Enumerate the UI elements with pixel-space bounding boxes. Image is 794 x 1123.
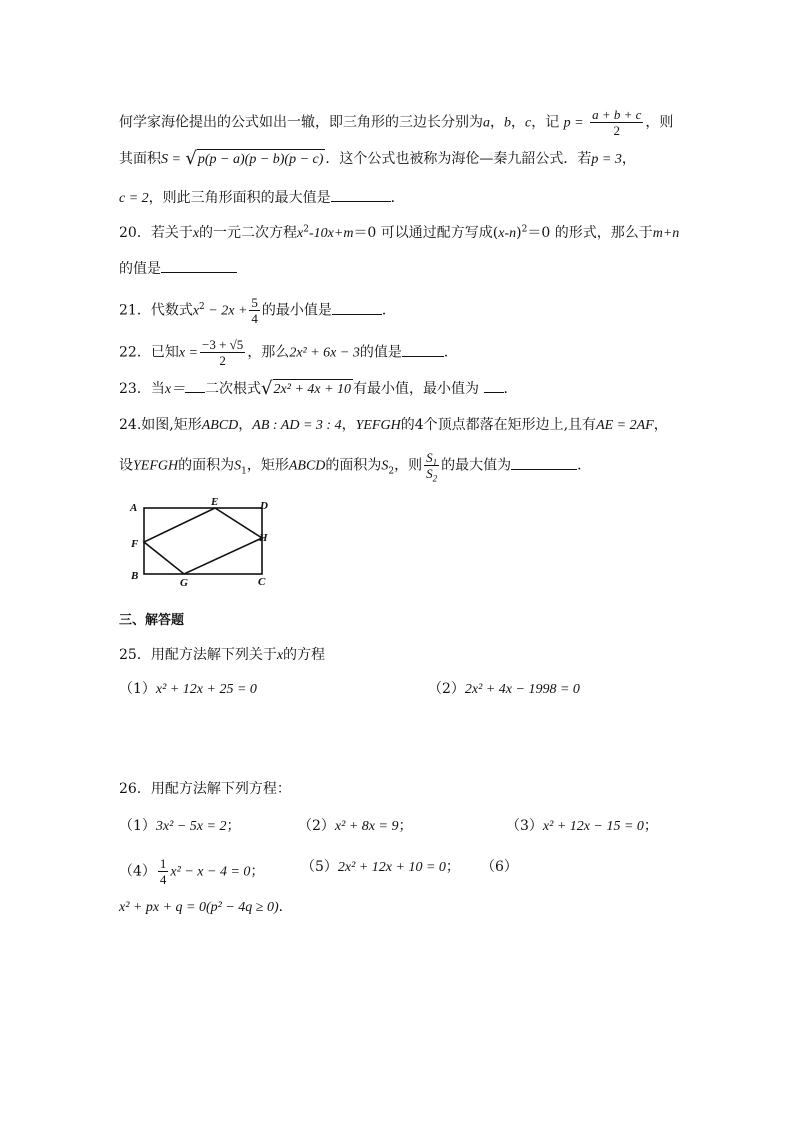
superscript: 2 [199, 301, 205, 312]
equation: x² + 12x + 25 = 0 [155, 682, 257, 697]
semicolon: ； [250, 863, 265, 880]
label-e: E [211, 496, 219, 508]
q21-text: 21．代数式 [119, 302, 193, 319]
q19-line2 [119, 149, 636, 170]
comma: ， [341, 417, 356, 433]
q22-text: ，那么 [247, 344, 290, 361]
label-g: G [180, 577, 188, 589]
expr-rest: − 2x + [204, 303, 248, 319]
fraction-1-4 [158, 857, 169, 886]
q25-part2 [428, 679, 580, 700]
eq-rest: -10x+m [309, 226, 354, 241]
q23-text: 二次根式 [205, 381, 262, 397]
q22-text: 22．已知 [119, 344, 179, 361]
expr-x: x [192, 303, 200, 319]
sqrt-body: p(p − a)(p − b)(p − c) [197, 149, 326, 169]
comma: ， [511, 114, 525, 131]
q22-line [119, 338, 458, 367]
q23-text: 23．当 [119, 381, 165, 397]
s1: S [234, 458, 242, 474]
sqrt-expression [185, 149, 325, 169]
semicolon: ； [643, 818, 658, 834]
q25-title [119, 645, 325, 666]
sqrt-body: 2x² + 4x + 10 [273, 379, 354, 399]
fraction-denominator: 4 [251, 311, 258, 326]
q24-text: 的最大值为 [441, 457, 512, 474]
part-label: （5） [301, 859, 338, 875]
q19-line1 [119, 108, 673, 137]
s2: S [381, 458, 389, 474]
q24-line2 [119, 450, 592, 484]
equation: 3x² − 5x = 2 [155, 819, 227, 834]
part-label: （3） [506, 818, 543, 834]
superscript: 2 [521, 224, 528, 235]
var-x: x [276, 648, 284, 663]
q24-text: 的4个顶点都落在矩形边上,且有 [400, 417, 597, 433]
parallelogram-efgh: YEFGH [355, 418, 401, 433]
q24-text: 24.如图,矩形 [119, 417, 202, 433]
fraction-numerator: 5 [251, 295, 258, 310]
part-label: （1） [119, 818, 156, 834]
q19-line3 [119, 187, 405, 209]
semicolon: ； [398, 818, 413, 834]
rectangle-figure [127, 495, 277, 590]
rectangle-abcd [144, 508, 262, 574]
p-fraction [590, 108, 643, 137]
q19-text: ．这个公式也被称为海伦—秦九韶公式．若 [325, 151, 592, 167]
s1: S [426, 450, 433, 465]
period: ． [278, 899, 293, 915]
var-b: b [504, 115, 511, 131]
part-label: （2） [298, 818, 335, 834]
answer-blank[interactable] [332, 300, 382, 315]
q19-text: ，则此三角形面积的最大值是 [148, 190, 331, 206]
q26-part3 [506, 816, 658, 837]
radical-sign: √ [185, 148, 197, 169]
label-h: H [259, 532, 268, 544]
subscript: 2 [388, 466, 395, 477]
label-a: A [130, 502, 138, 514]
equation: 2x² + 4x − 1998 = 0 [464, 682, 580, 697]
q26-part1 [119, 816, 240, 837]
x-equals: x = [178, 345, 198, 361]
q20-text: 20．若关于 [119, 225, 193, 241]
equation: 2x² + 12x + 10 = 0 [337, 860, 446, 875]
subscript: 2 [432, 473, 438, 484]
q24-text: ，则 [394, 457, 423, 474]
label-b: B [131, 570, 139, 582]
comma: ， [490, 114, 504, 131]
fraction-numerator [424, 451, 439, 466]
section-heading: 三、解答题 [119, 613, 185, 628]
q26-part6 [119, 897, 293, 918]
c-value: c = 2 [119, 191, 149, 206]
paren: ) [516, 225, 522, 241]
equation: x² − x − 4 = 0 [170, 864, 251, 880]
subscript: 1 [432, 457, 438, 468]
fraction-denominator [424, 466, 439, 484]
x-equals: x＝ [164, 382, 186, 397]
radical-sign: √ [261, 378, 273, 399]
q19-text: ，则 [645, 114, 674, 131]
semicolon: ； [226, 818, 241, 834]
comma: ， [621, 151, 636, 167]
equation: x² + 8x = 9 [334, 819, 399, 834]
part-label: （4） [119, 863, 156, 880]
q20-text: 的一元二次方程 [199, 225, 298, 241]
q19-text: ，记 [531, 114, 560, 131]
subscript: 1 [241, 466, 247, 477]
q25-text: 25．用配方法解下列关于 [119, 647, 277, 663]
answer-blank[interactable] [185, 378, 205, 393]
q26-title: 26．用配方法解下列方程： [119, 781, 291, 797]
answer-blank[interactable] [331, 187, 391, 202]
x-fraction [200, 338, 245, 367]
semicolon: ； [445, 859, 460, 875]
part-label: （2） [428, 681, 465, 697]
parallelogram-efgh-shape [144, 508, 262, 574]
part-label: （1） [119, 681, 156, 697]
p-value: p = 3 [591, 152, 622, 167]
comma: ， [653, 417, 668, 433]
var-x-n: x-n [498, 226, 517, 241]
fraction-5-4 [249, 296, 260, 325]
s1-over-s2 [424, 450, 439, 484]
var-c: c [525, 115, 532, 131]
q26-part2 [298, 816, 412, 837]
q24-text: 的面积为 [178, 457, 235, 474]
q20-line1 [119, 223, 679, 244]
equation: x² + px + q = 0(p² − 4q ≥ 0) [119, 900, 279, 915]
area-formula: S = [161, 152, 181, 167]
s2: S [426, 466, 433, 481]
q23-text: 有最小值，最小值为 [353, 381, 480, 397]
q25-text: 的方程 [283, 647, 326, 663]
period: ． [390, 190, 405, 206]
equation: x² + 12x − 15 = 0 [542, 819, 644, 834]
eq-x: x [297, 226, 304, 241]
period: ． [381, 302, 396, 319]
label-f: F [131, 538, 139, 550]
q25-part1 [119, 679, 257, 700]
q26-part5 [301, 857, 460, 878]
period: ． [503, 381, 518, 397]
answer-blank[interactable] [402, 342, 444, 357]
q24-text: 的面积为 [325, 457, 382, 474]
q19-text: 其面积 [119, 151, 161, 167]
fraction-denominator: 2 [613, 123, 620, 138]
expression: 2x² + 6x − 3 [289, 345, 360, 361]
q23-line [119, 378, 518, 400]
p-definition: p = [563, 115, 584, 131]
parallelogram-efgh: YEFGH [133, 458, 179, 474]
ratio: AB : AD = 3 : 4 [252, 418, 342, 433]
answer-blank[interactable] [161, 258, 237, 273]
rect-abcd: ABCD [201, 418, 239, 433]
q26-part6-label: （6） [481, 859, 518, 875]
q26-part4 [119, 857, 264, 886]
q21-text: 的最小值是 [261, 302, 332, 319]
answer-blank[interactable] [484, 378, 504, 393]
label-d: D [260, 500, 268, 512]
answer-blank[interactable] [511, 455, 577, 470]
sqrt-expression [261, 379, 353, 399]
fraction-numerator: 1 [159, 856, 167, 871]
label-c: C [258, 576, 266, 588]
comma: ， [238, 417, 253, 433]
q20-line2 [119, 258, 237, 279]
period: ． [443, 344, 458, 361]
superscript: 2 [303, 224, 309, 235]
q20-text: ＝0 可以通过配方写成( [353, 225, 499, 241]
q24-line1 [119, 415, 668, 436]
period: ． [577, 457, 592, 474]
q21-line [119, 296, 396, 325]
q22-text: 的值是 [359, 344, 402, 361]
q20-text: 的值是 [119, 261, 161, 277]
q19-text: 何学家海伦提出的公式如出一辙，即三角形的三边长分别为 [119, 114, 483, 131]
q24-text: ，矩形 [246, 457, 289, 474]
q20-text: ＝0 的形式，那么于 [527, 225, 653, 241]
fraction-denominator: 2 [219, 353, 226, 368]
var-m-n: m+n [652, 226, 680, 241]
fraction-denominator: 4 [159, 872, 167, 887]
var-a: a [483, 115, 490, 131]
q24-text: 设 [119, 457, 133, 474]
ae-relation: AE = 2AF [596, 418, 654, 433]
fraction-numerator: a + b + c [592, 107, 642, 122]
fraction-numerator: −3 + √5 [202, 337, 244, 352]
rect-abcd: ABCD [288, 458, 326, 474]
var-x: x [192, 226, 200, 241]
